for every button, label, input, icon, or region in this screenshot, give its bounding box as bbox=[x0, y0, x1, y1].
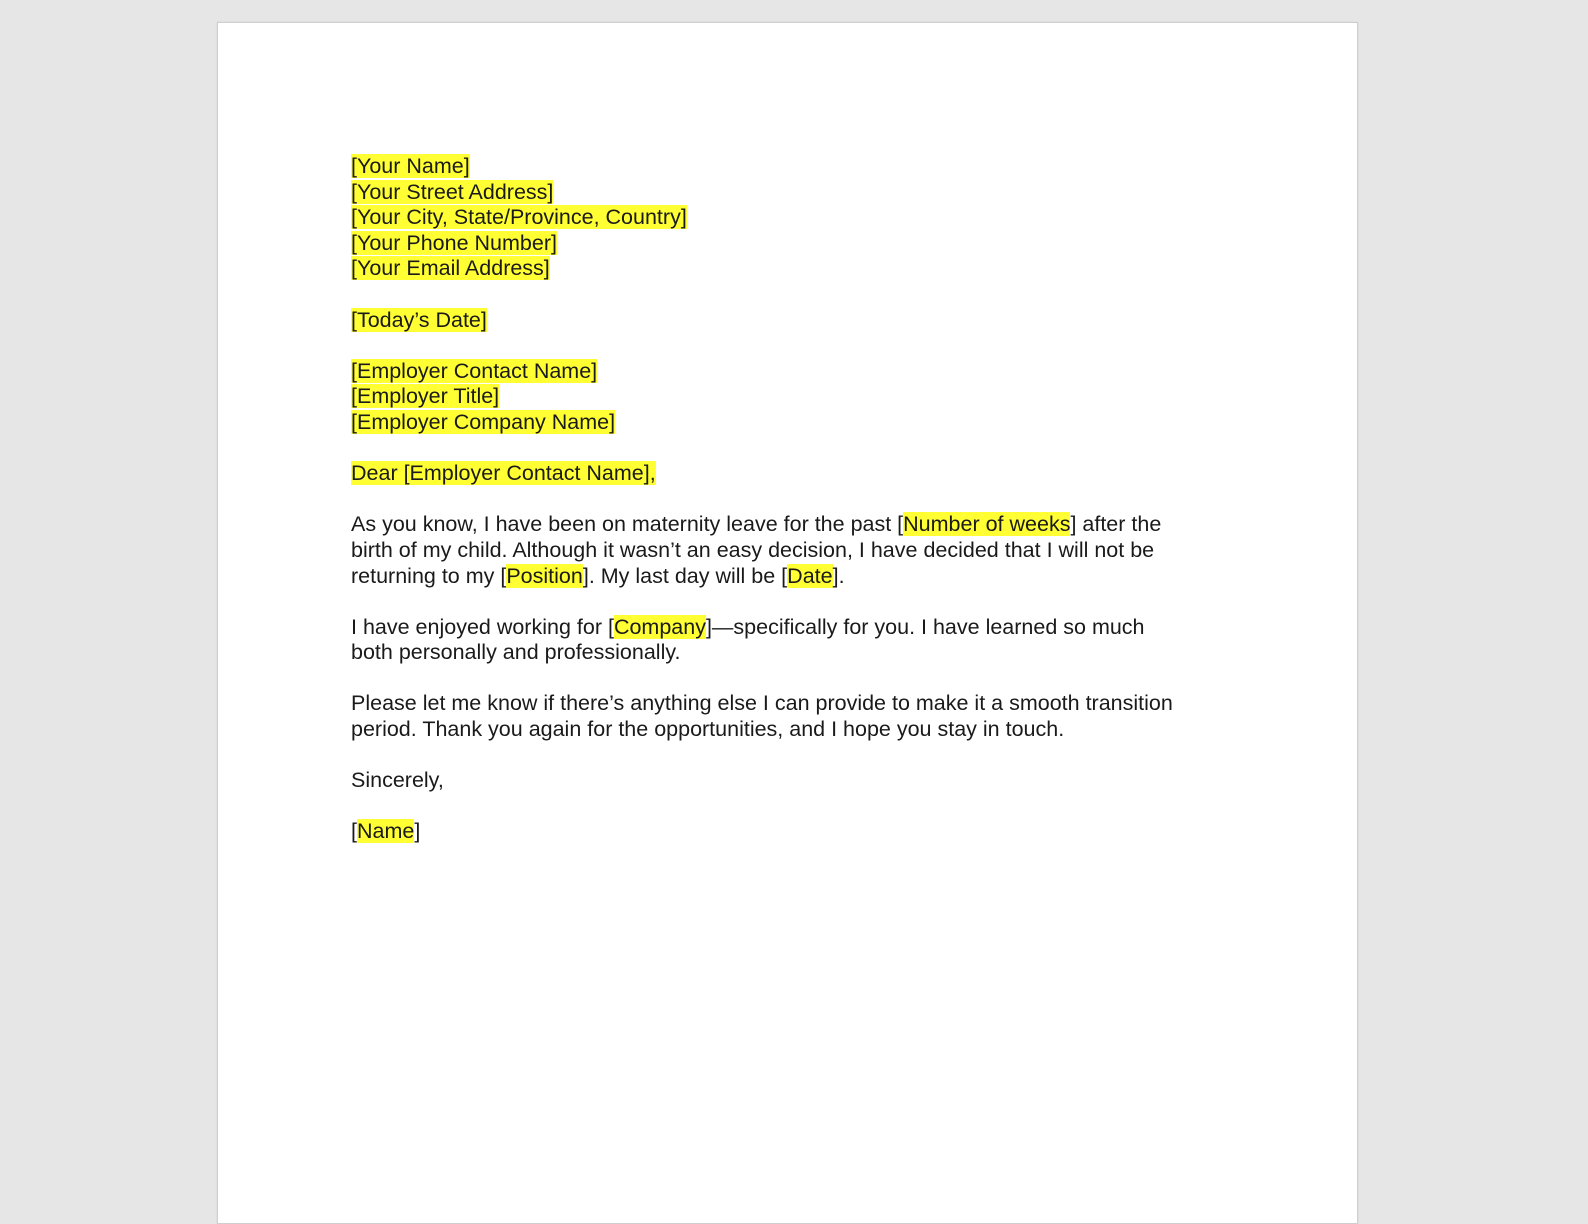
letter-date: [Today’s Date] bbox=[351, 307, 487, 332]
signature: [Name] bbox=[351, 819, 421, 844]
sender-email: [Your Email Address] bbox=[351, 256, 550, 281]
placeholder-name: Name bbox=[356, 819, 415, 844]
sender-block bbox=[351, 154, 1231, 282]
recipient-title: [Employer Title] bbox=[351, 384, 500, 409]
sender-city: [Your City, State/Province, Country] bbox=[351, 205, 687, 230]
paragraph-2: I have enjoyed working for [Company]—specifically for you. I have learned so much both personally and professionally. bbox=[351, 614, 1145, 665]
placeholder-company: Company bbox=[613, 614, 706, 639]
placeholder-position: Position bbox=[506, 563, 583, 588]
salutation bbox=[351, 461, 1231, 487]
salutation-text: Dear [Employer Contact Name], bbox=[351, 461, 656, 486]
paragraph-3: Please let me know if there’s anything else I can provide to make it a smooth transition period. Thank you again for the opportunities, and I hope you stay in touch. bbox=[351, 691, 1173, 742]
placeholder-number-of-weeks: Number of weeks bbox=[903, 512, 1071, 537]
recipient-company: [Employer Company Name] bbox=[351, 409, 616, 434]
letter-body[interactable] bbox=[351, 154, 1231, 845]
sender-name: [Your Name] bbox=[351, 154, 470, 178]
sender-street: [Your Street Address] bbox=[351, 179, 554, 204]
sender-phone: [Your Phone Number] bbox=[351, 230, 557, 255]
recipient-name: [Employer Contact Name] bbox=[351, 358, 598, 383]
document-page bbox=[217, 22, 1358, 1224]
recipient-block bbox=[351, 359, 1231, 436]
paragraph-1: As you know, I have been on maternity leave for the past [Number of weeks] after the birth of my child. Although it wasn’t an easy decision, I have decided that I will not be returning to my [Position]. My last day will be [Date]. bbox=[351, 512, 1162, 588]
closing: Sincerely, bbox=[351, 768, 444, 793]
date-block bbox=[351, 308, 1231, 334]
placeholder-date: Date bbox=[787, 563, 833, 588]
